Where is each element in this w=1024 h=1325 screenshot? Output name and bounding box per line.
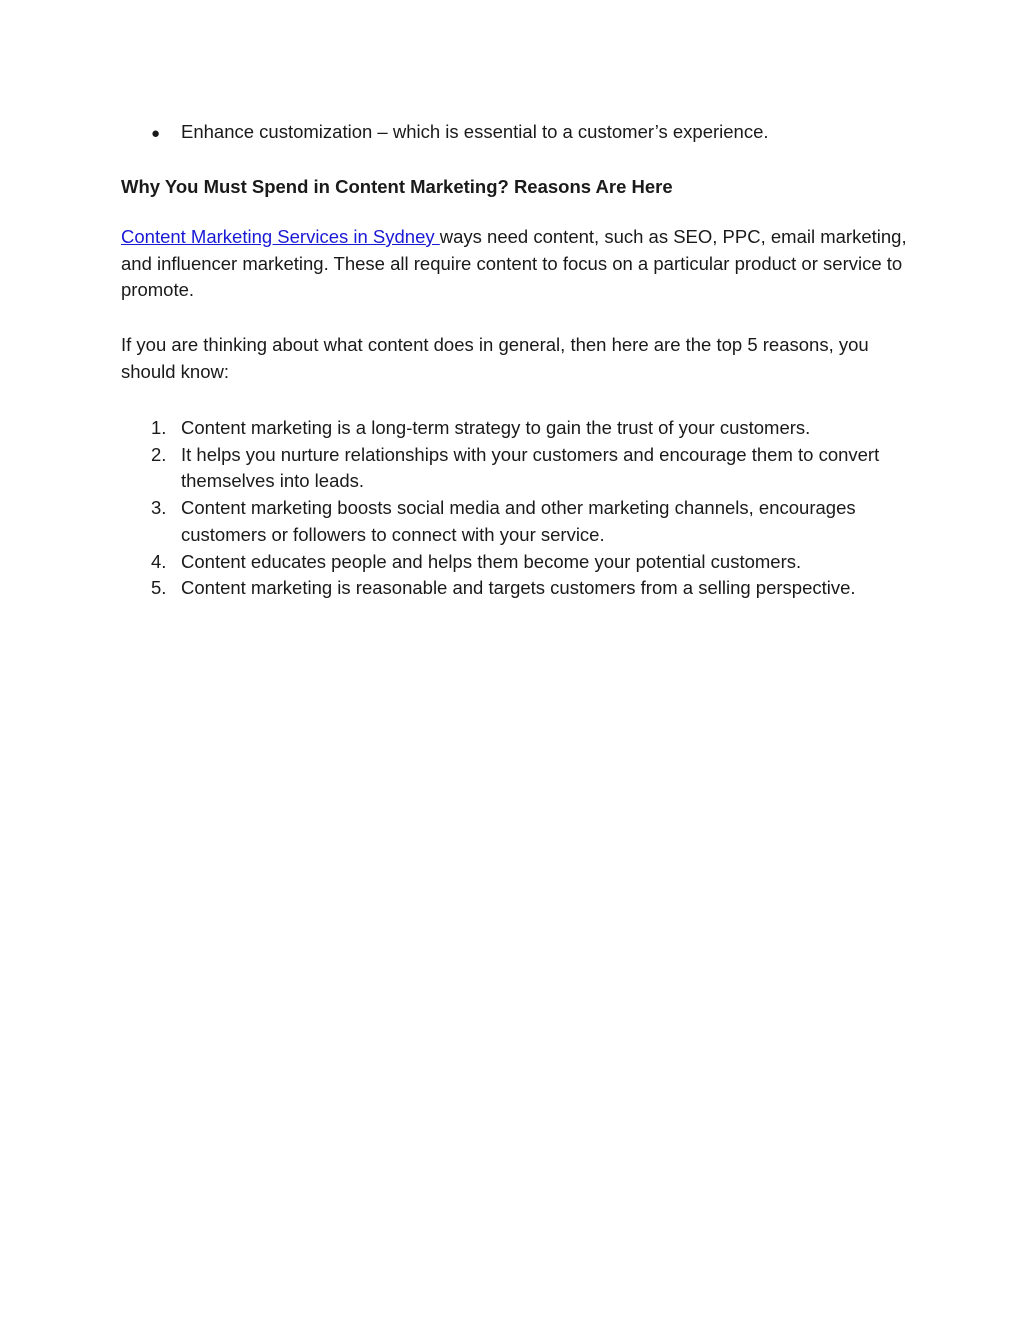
bullet-text: Enhance customization – which is essential to a customer’s experience. [181, 121, 769, 142]
reasons-intro-paragraph: If you are thinking about what content does in general, then here are the top 5 reasons, you should know: [121, 334, 869, 382]
list-item [121, 549, 881, 576]
list-number: 5. [151, 577, 167, 599]
list-item-text: Content marketing is reasonable and targets customers from a selling perspective. [181, 577, 856, 599]
list-item [121, 495, 881, 548]
list-number: 3. [151, 497, 167, 519]
list-number: 2. [151, 443, 167, 465]
bullet-item [151, 119, 769, 147]
list-item [121, 415, 881, 442]
content-marketing-link[interactable]: Content Marketing Services in Sydney [121, 226, 440, 247]
list-item-text: Content marketing boosts social media and other marketing channels, encourages customers or followers to connect with your service. [181, 497, 856, 545]
list-item [121, 442, 881, 495]
reasons-list [121, 415, 881, 602]
list-item [121, 575, 881, 602]
list-item-text: Content marketing is a long-term strategy to gain the trust of your customers. [181, 417, 811, 438]
list-number: 4. [151, 550, 167, 572]
list-number: 1. [151, 417, 167, 438]
list-item-text: Content educates people and helps them become your potential customers. [181, 550, 802, 572]
list-item-text: It helps you nurture relationships with your customers and encourage them to convert themselves into leads. [181, 443, 880, 492]
intro-paragraph [121, 224, 911, 304]
section-heading: Why You Must Spend in Content Marketing? Reasons Are Here [121, 176, 673, 197]
intro-paragraph-text: ways need content, such as SEO, PPC, email marketing, and influencer marketing. These all require content to focus on a particular product or service to promote. [121, 226, 907, 301]
bullet-marker: ● [151, 125, 161, 142]
